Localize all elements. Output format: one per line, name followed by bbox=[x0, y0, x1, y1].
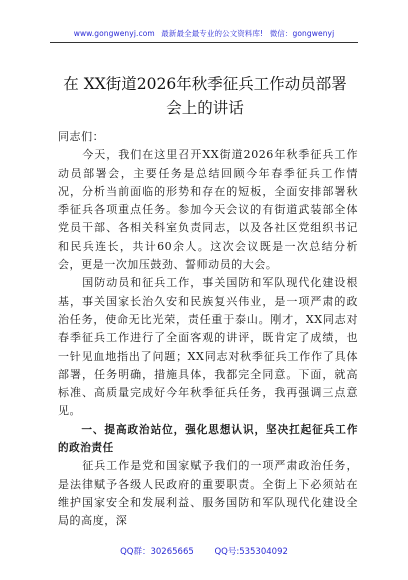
salutation: 同志们： bbox=[58, 130, 105, 143]
section-heading-1: 一、提高政治站位，强化思想认识，坚决扛起征兵工作的政治责任 bbox=[58, 423, 358, 455]
header-wechat: 微信：gongwenyj bbox=[269, 29, 335, 38]
footer-qq-group: QQ群：30265665 bbox=[120, 547, 194, 557]
title-line-1: 在 XX街道2026年秋季征兵工作动员部署 bbox=[63, 75, 347, 93]
section-1-paragraph: 征兵工作是党和国家赋予我们的一项严肃政治任务，是法律赋予各级人民政府的重要职责。全街上下必须站在维护国家安全和发展利益、服务国防和军队现代化建设全局的高度，深 bbox=[58, 459, 358, 528]
header-site-link[interactable]: www.gongwenyj.com bbox=[73, 29, 155, 38]
page-footer bbox=[0, 545, 408, 557]
document-title bbox=[40, 72, 370, 120]
body-paragraph-2: 国防动员和征兵工作，事关国防和军队现代化建设根基，事关国家长治久安和民族复兴伟业，是一项严肃的政治任务，使命无比光荣，责任重于泰山。刚才，XX同志对春季征兵工作进行了全面客观的讲评，既肯定了成绩，也一针见血地指出了问题；XX同志对秋季征兵工作作了具体部署，任务明确，措施具体，我都完全同意。下面，就高标准、高质量完成好今年秋季征兵任务，我再强调三点意见。 bbox=[58, 276, 358, 418]
header-divider bbox=[50, 42, 358, 43]
document-body bbox=[58, 128, 358, 531]
footer-qq-number: QQ号:535304092 bbox=[214, 547, 288, 557]
header-slogan: 最新最全最专业的公文资料库! bbox=[161, 29, 264, 38]
title-line-2: 会上的讲话 bbox=[166, 99, 244, 117]
body-paragraph-1: 今天，我们在这里召开XX街道2026年秋季征兵工作动员部署会，主要任务是总结回顾今年春季征兵工作情况，分析当前面临的形势和存在的短板，全面安排部署秋季征兵各项重点任务。参加今天会议的有街道武装部全体党员干部、各相关科室负责同志，以及各社区党组织书记和民兵连长，共计60余人。这次会议既是一次总结分析会，更是一次加压鼓劲、誓师动员的大会。 bbox=[58, 148, 358, 272]
page-header bbox=[0, 28, 408, 39]
